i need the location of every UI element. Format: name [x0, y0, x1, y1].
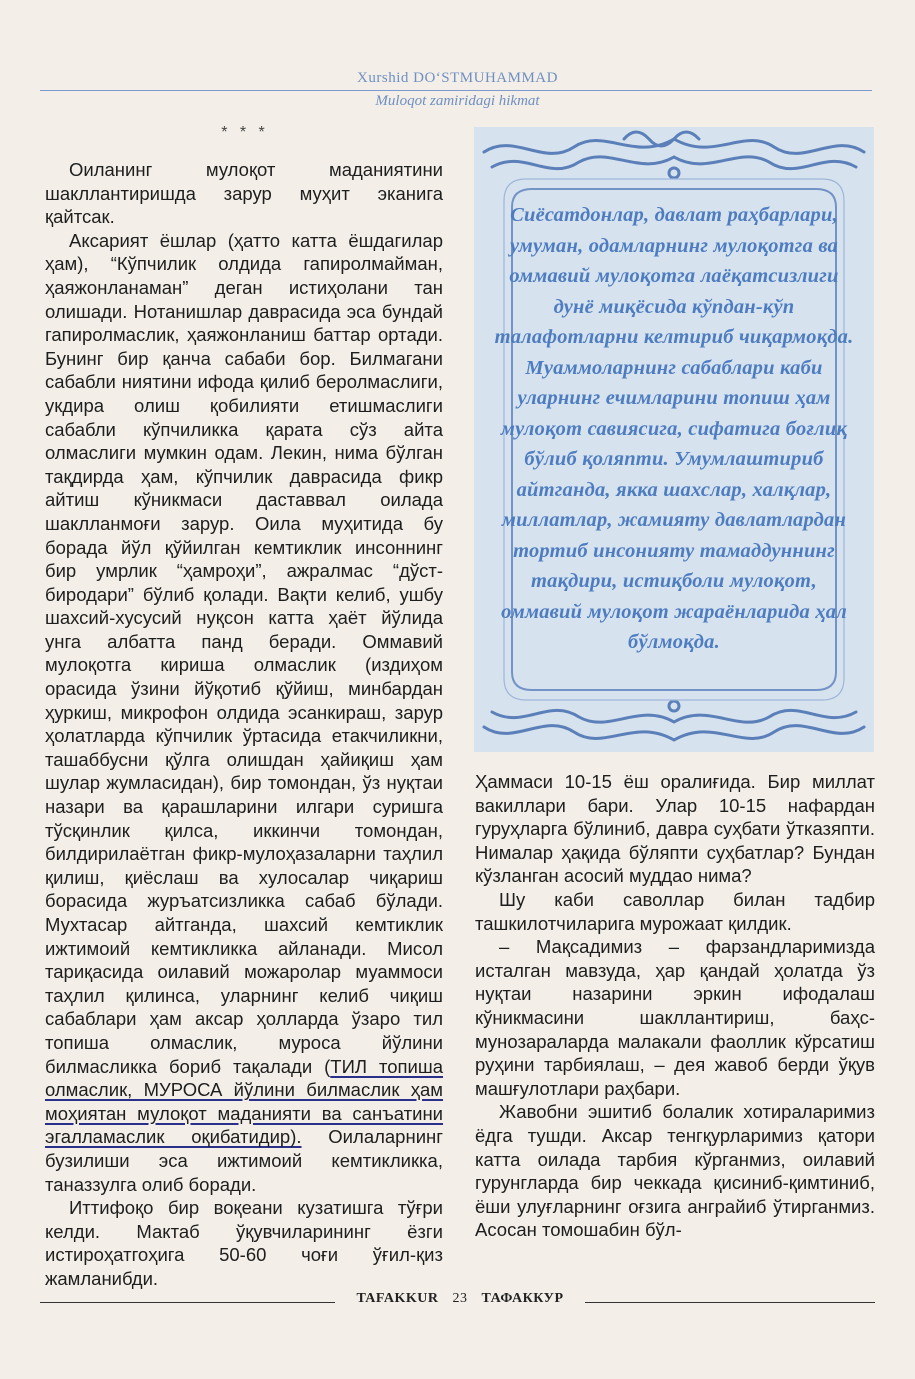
- section-separator: * * *: [221, 124, 269, 141]
- footer-divider-right: [585, 1302, 875, 1303]
- footer-journal-cyrillic: ТАФАККУР: [481, 1291, 564, 1306]
- paragraph-text: Аксарият ёшлар (ҳатто катта ёшдагилар ҳам), “Кўпчилик олдида гапиролмайман, ҳаяжонланаман” деган истиҳолани тан олишади. Нотанишлар даврасида эса бундай гапиролмаслик, ҳаяжонланиш баттар ортади. Бунинг бир қанча сабаби бор. Билмагани сабабли ниятини ифода қилиб беролмаслиги, укдира олиш қобилияти етишмаслиги сабабли кўпчиликка қарата сўз айта олмаслиги мумкин одам. Лекин, нима бўлган тақдирда ҳам, кўпчилик даврасида фикр айтиш кўникмаси даставвал оилада шаклланмоғи зарур. Оила муҳитида бу борада йўл қўйилган кемтиклик инсоннинг бир умрлик “ҳамроҳи”, ажралмас “дўст-биродари” бўлиб қолади. Вақти келиб, ушбу шахсий-хусусий нуқсон катта ҳаёт йўлида унга албатта панд беради. Оммавий мулоқотга кириша олмаслик (издиҳом орасида ўзини йўқотиб қўйиш, минбардан ҳуркиш, микрофон олдида эсанкираш, зарур ҳолатларда кўпчилик ўртасида етакчиликни, ташаббусни қўлга олишдан ҳайиқиш ҳам шулар жумласидан), бир томондан, ўз нуқтаи назари ва қарашларини илгари суришга тўсқинлик қилса, иккинчи томондан, билдирилаётган фикр-мулоҳазаларни таҳлил қилиш, қиёслаш ва хулосалар чиқариш борасида журъатсизликка сабаб бўлади. Мухтасар айтганда, шахсий кемтиклик ижтимоий кемтикликка айланади. Мисол тариқасида оилавий можаролар муаммоси таҳлил қилинса, уларнинг келиб чиқиш сабаблари ҳам аксар ҳолларда ўзаро тил топиша олмаслик, муроса йўлини билмасликка бориб тақалади (: [45, 229, 443, 1077]
- footer-journal-latin: TAFAKKUR: [356, 1291, 439, 1306]
- handwritten-underline-text: ТИЛ топиша олмаслик, МУРОСА йўлини билмаслик ҳам моҳиятан мулоқот маданияти ва санъатини эгалламаслик оқибатидир).: [45, 1055, 443, 1148]
- right-column: [475, 770, 875, 1242]
- page-footer: [40, 1290, 875, 1314]
- header-author: Xurshid DO‘STMUHAMMAD: [357, 70, 558, 86]
- pull-quote: Сиёсатдонлар, давлат раҳбарлари, умуман, одамларнинг мулоқотга ва оммавий мулоқотга лаёқатсизлиги дунё миқёсида кўпдан-кўп талафотларни келтириб чиқармоқда. Муаммоларнинг сабаблари каби уларнинг ечимларини топиш ҳам мулоқот савиясига, сифатига боғлиқ бўлиб қоляпти. Умумлаштириб айтганда, якка шахслар, халқлар, миллатлар, жамияту давлатлардан тортиб инсонияту тамаддуннинг тақдири, истиқболи мулоқот, оммавий мулоқот жараёнларида ҳал бўлмоқда.: [494, 204, 854, 653]
- paragraph: Иттифоқо бир воқеани кузатишга тўғри келди. Мактаб ўқувчиларининг ёзги истироҳатгоҳига 50-60 чоғи ўғил-қиз жамланибди.: [45, 1197, 443, 1289]
- header-subtitle: Muloqot zamiridagi hikmat: [375, 93, 540, 109]
- paragraph-text: Оилаларнинг бузилиши эса ижтимоий кемтикликка, таназзулга олиб боради.: [45, 1126, 443, 1195]
- paragraph: Оиланинг мулоқот маданиятини шакллантиришда зарур муҳит эканига қайтсак.: [45, 159, 443, 228]
- paragraph: Ҳаммаси 10-15 ёш оралиғида. Бир миллат вакиллари бари. Улар 10-15 нафардан гуруҳларга бўлиниб, давра суҳбати ўтказяпти. Нималар ҳақида бўляпти суҳбатлар? Бундан кўзланган асосий муддао нима?: [475, 771, 875, 887]
- paragraph: Жавобни эшитиб болалик хотираларимиз ёдга тушди. Аксар тенгқурларимиз қатори катта оилада тарбия кўрганмиз, оилавий гурунгларда бир чеккада қисиниб-қимтиниб, ёши улуғларнинг оғзига анграйиб ўтирганмиз. Асосан томошабин бўл-: [475, 1101, 875, 1241]
- paragraph: – Мақсадимиз – фарзандларимизда исталган мавзуда, ҳар қандай ҳолатда ўз нуқтаи назарини эркин ифодалаш кўникмасини шакллантириш, баҳс-мунозараларда малакали фаоллик кўрсатиш руҳини тарбиялаш, – дея жавоб берди ўқув машғулотлари раҳбари.: [475, 936, 875, 1099]
- left-column: [45, 158, 443, 1291]
- paragraph: [45, 229, 443, 1196]
- page-number: 23: [452, 1291, 468, 1306]
- header-divider: [40, 90, 872, 91]
- footer-text: [335, 1291, 585, 1307]
- footer-divider-left: [40, 1302, 335, 1303]
- paragraph: Шу каби саволлар билан тадбир ташкилотчиларига мурожаат қилдик.: [475, 888, 875, 934]
